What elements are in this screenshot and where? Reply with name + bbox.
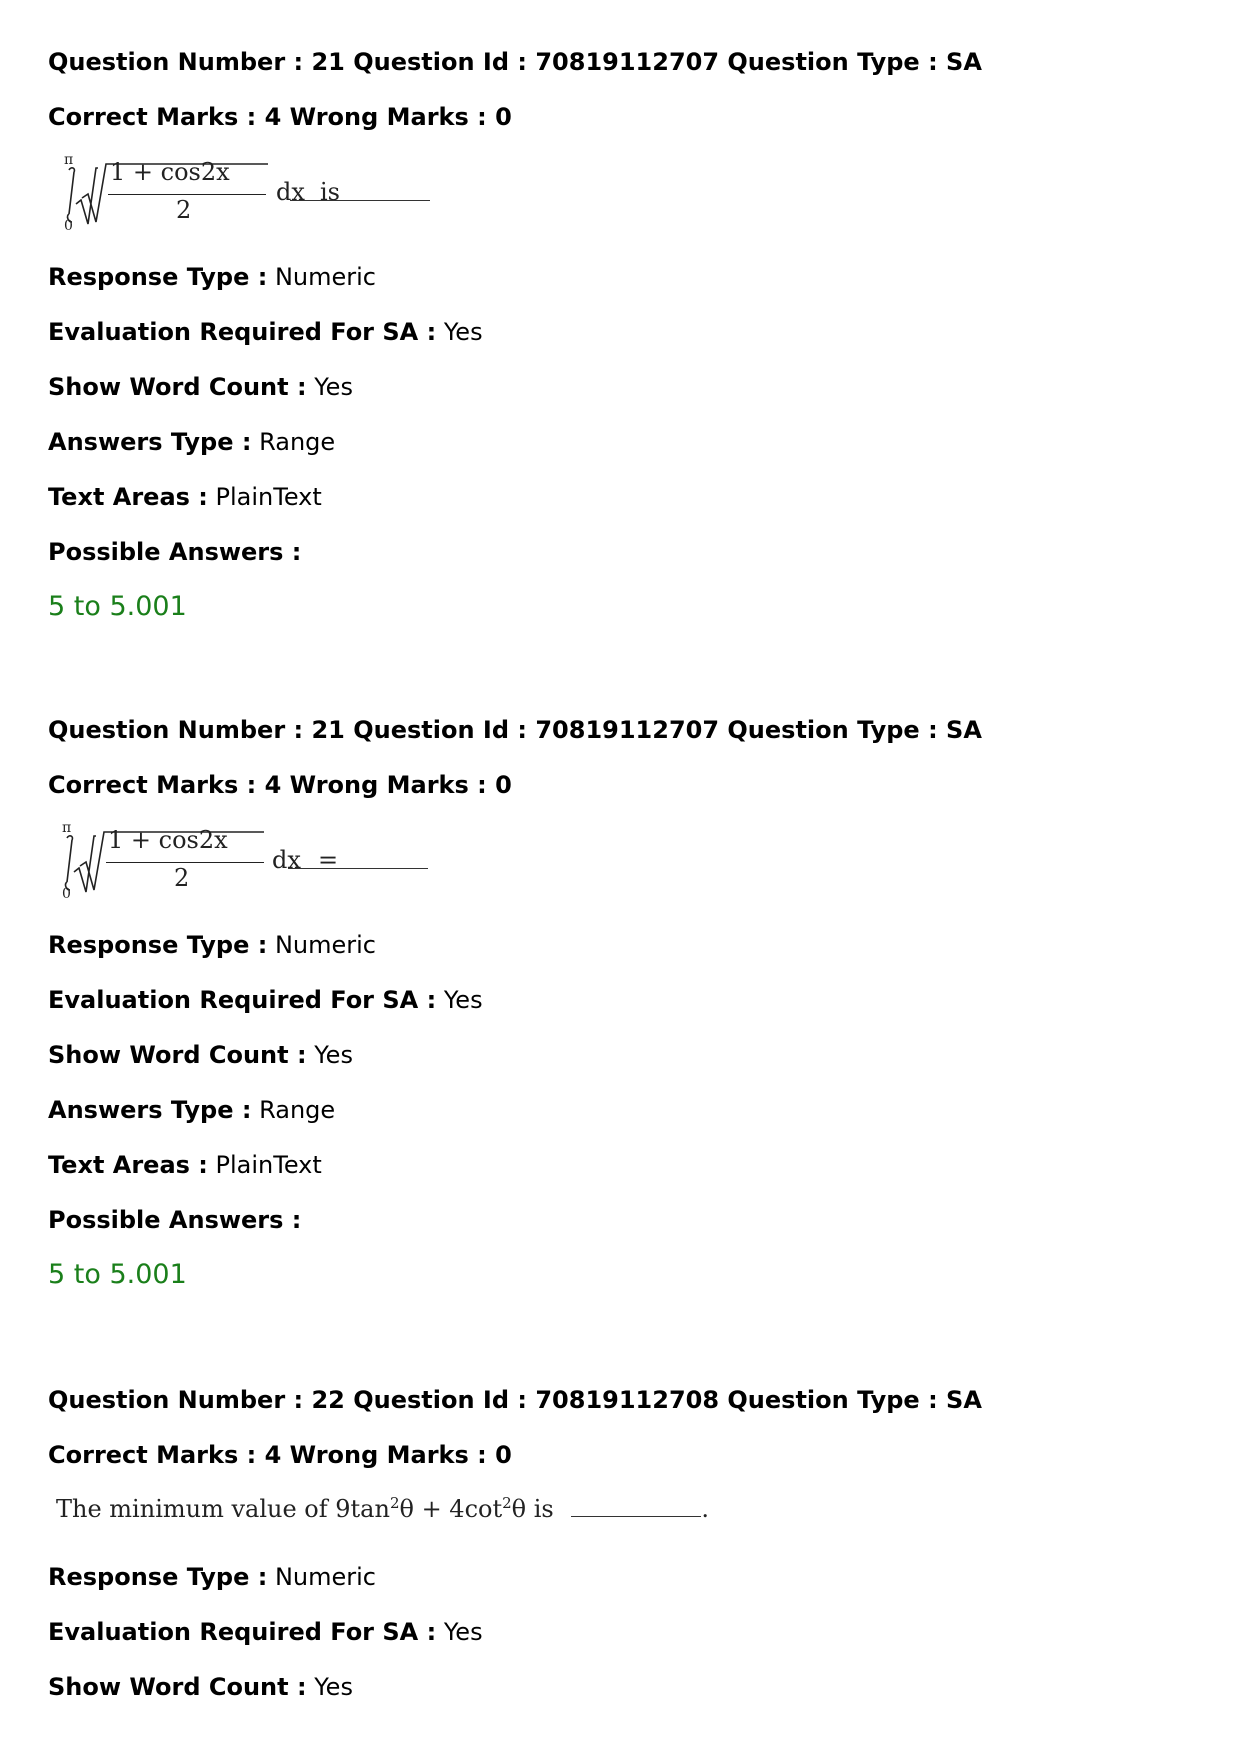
text-areas-line: Text Areas : PlainText (48, 1151, 322, 1179)
evaluation-required-line: Evaluation Required For SA : Yes (48, 1618, 483, 1646)
integral-expression (58, 150, 458, 240)
marks-line: Correct Marks : 4 Wrong Marks : 0 (48, 1441, 512, 1469)
text-areas-line: Text Areas : PlainText (48, 483, 322, 511)
fraction-bar (108, 194, 266, 195)
fraction-denominator: 2 (174, 864, 190, 892)
evaluation-required-line: Evaluation Required For SA : Yes (48, 986, 483, 1014)
possible-answers-label: Possible Answers : (48, 1206, 302, 1234)
show-word-count-line: Show Word Count : Yes (48, 373, 353, 401)
possible-answer-value: 5 to 5.001 (48, 591, 187, 622)
question-header: Question Number : 21 Question Id : 70819112707 Question Type : SA (48, 716, 982, 744)
lower-limit: 0 (64, 218, 73, 234)
response-type-line: Response Type : Numeric (48, 263, 376, 291)
possible-answer-value: 5 to 5.001 (48, 1259, 187, 1290)
question-header: Question Number : 22 Question Id : 70819112708 Question Type : SA (48, 1386, 982, 1414)
answer-blank (288, 868, 428, 869)
math-tail: = (318, 846, 339, 874)
fraction-numerator: 1 + cos2x (110, 158, 230, 186)
fraction-bar (106, 862, 264, 863)
answers-type-line: Answers Type : Range (48, 1096, 336, 1124)
response-type-line: Response Type : Numeric (48, 1563, 376, 1591)
answers-type-line: Answers Type : Range (48, 428, 336, 456)
marks-line: Correct Marks : 4 Wrong Marks : 0 (48, 771, 512, 799)
marks-line: Correct Marks : 4 Wrong Marks : 0 (48, 103, 512, 131)
response-type-line: Response Type : Numeric (48, 931, 376, 959)
upper-limit: π (62, 820, 72, 836)
math-tail: is (320, 178, 340, 206)
possible-answers-label: Possible Answers : (48, 538, 302, 566)
answer-blank (290, 200, 430, 201)
upper-limit: π (64, 152, 74, 168)
evaluation-required-line: Evaluation Required For SA : Yes (48, 318, 483, 346)
question-header: Question Number : 21 Question Id : 70819112707 Question Type : SA (48, 48, 982, 76)
integral-expression (58, 818, 458, 908)
dx-symbol: dx (272, 846, 301, 874)
question-statement: The minimum value of $9\tan^2\theta + 4\cot^2\theta$ is . (56, 1494, 710, 1523)
show-word-count-line: Show Word Count : Yes (48, 1673, 353, 1701)
show-word-count-line: Show Word Count : Yes (48, 1041, 353, 1069)
fraction-numerator: 1 + cos2x (108, 826, 228, 854)
answer-blank (571, 1516, 701, 1517)
lower-limit: 0 (62, 886, 71, 902)
dx-symbol: dx (276, 178, 305, 206)
fraction-denominator: 2 (176, 196, 192, 224)
